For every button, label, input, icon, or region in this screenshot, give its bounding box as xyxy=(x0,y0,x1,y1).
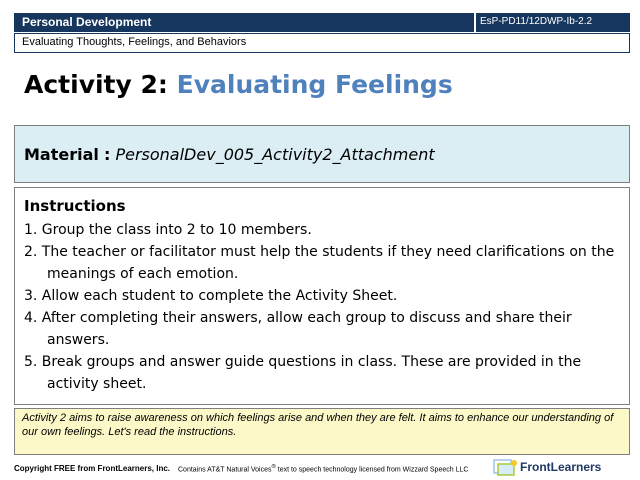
logo-screen-shape xyxy=(498,464,514,475)
title-prefix: Activity 2: xyxy=(24,70,168,99)
material-label: Material xyxy=(24,145,99,164)
registered-mark: ® xyxy=(271,464,276,470)
instruction-step: 5. Break groups and answer guide questions in class. These are provided in the activity sheet. xyxy=(24,354,582,392)
title-highlight: Evaluating Feelings xyxy=(176,70,453,99)
frontlearners-logo-text: FrontLearners xyxy=(520,460,602,474)
instruction-step: 2. The teacher or facilitator must help the students if they need clarifications on the meanings of each emotion. xyxy=(24,244,615,282)
frontlearners-logo-icon xyxy=(493,458,519,476)
credit-text-start: Contains AT&T Natural Voices xyxy=(178,466,272,474)
course-title: Personal Development xyxy=(22,15,152,29)
material-line xyxy=(24,145,435,164)
instructions-heading: Instructions xyxy=(24,197,126,215)
activity-note: Activity 2 aims to raise awareness on which feelings arise and when they are felt. It aims to enhance our understanding of our own feelings. Let's read the instructions. xyxy=(22,412,614,438)
instruction-step: 1. Group the class into 2 to 10 members. xyxy=(24,222,312,238)
material-separator: : xyxy=(103,145,111,164)
instruction-step: 4. After completing their answers, allow each group to discuss and share their answers. xyxy=(24,310,572,348)
instruction-step: 3. Allow each student to complete the Activity Sheet. xyxy=(24,288,398,304)
material-filename: PersonalDev_005_Activity2_Attachment xyxy=(115,145,435,164)
instruction-list xyxy=(24,219,624,395)
page-title xyxy=(24,70,453,99)
footer-copyright: Copyright FREE from FrontLearners, Inc. xyxy=(14,464,171,473)
credit-text-end: text to speech technology licensed from Wizzard Speech LLC xyxy=(275,466,469,474)
footer-credit xyxy=(178,464,468,473)
competency-code: EsP-PD11/12DWP-Ib-2.2 xyxy=(480,16,593,27)
logo-dot-shape xyxy=(511,460,517,466)
lesson-subtitle: Evaluating Thoughts, Feelings, and Behaviors xyxy=(22,36,247,48)
